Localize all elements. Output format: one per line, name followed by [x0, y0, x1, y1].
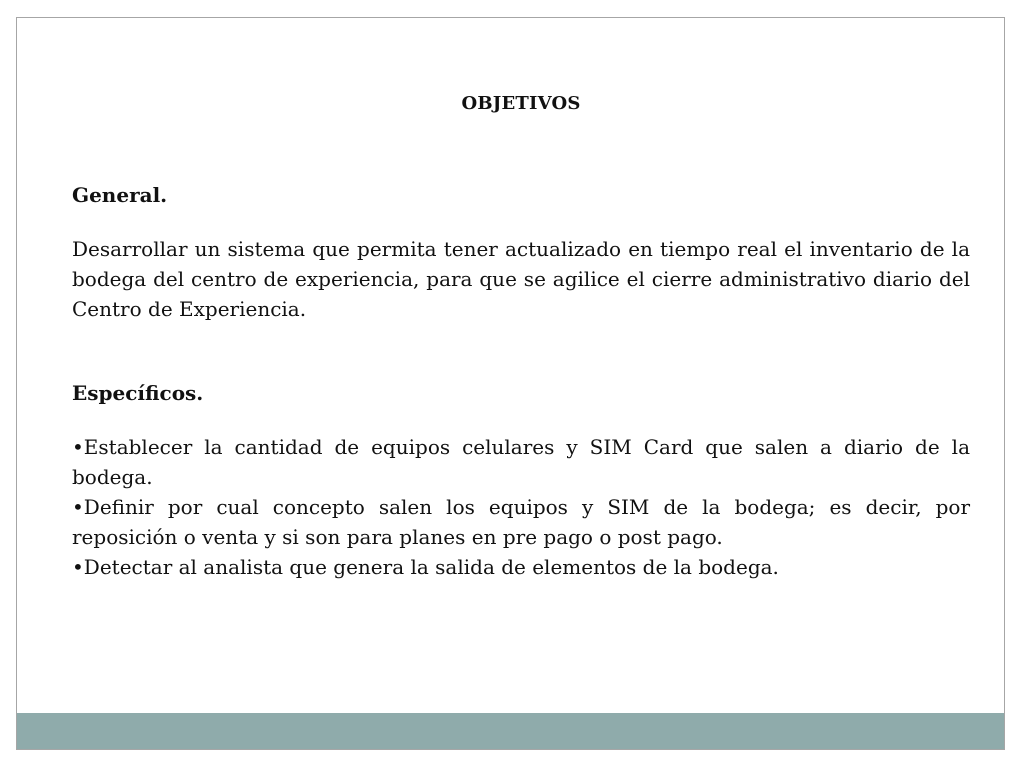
specific-heading: Específicos.	[72, 381, 204, 405]
bullet-icon: •	[72, 555, 84, 579]
bullet-icon: •	[72, 435, 84, 459]
footer-bar	[17, 713, 1004, 749]
bullet-icon: •	[72, 495, 84, 519]
general-heading: General.	[72, 183, 168, 207]
list-item	[72, 432, 970, 492]
list-item-text: Detectar al analista que genera la salida de elementos de la bodega.	[83, 555, 779, 579]
list-item-text: Definir por cual concepto salen los equipos y SIM de la bodega; es decir, por reposición o venta y si son para planes en pre pago o post pago.	[72, 495, 970, 549]
slide-content	[72, 92, 970, 582]
general-paragraph: Desarrollar un sistema que permita tener actualizado en tiempo real el inventario de la bodega del centro de experiencia, para que se agilice el cierre administrativo diario del Centro de Experiencia.	[72, 237, 970, 321]
slide-frame	[16, 17, 1005, 750]
slide-title: OBJETIVOS	[461, 93, 581, 114]
specific-list	[72, 432, 970, 582]
list-item	[72, 552, 970, 582]
list-item-text: Establecer la cantidad de equipos celulares y SIM Card que salen a diario de la bodega.	[72, 435, 970, 489]
list-item	[72, 492, 970, 552]
